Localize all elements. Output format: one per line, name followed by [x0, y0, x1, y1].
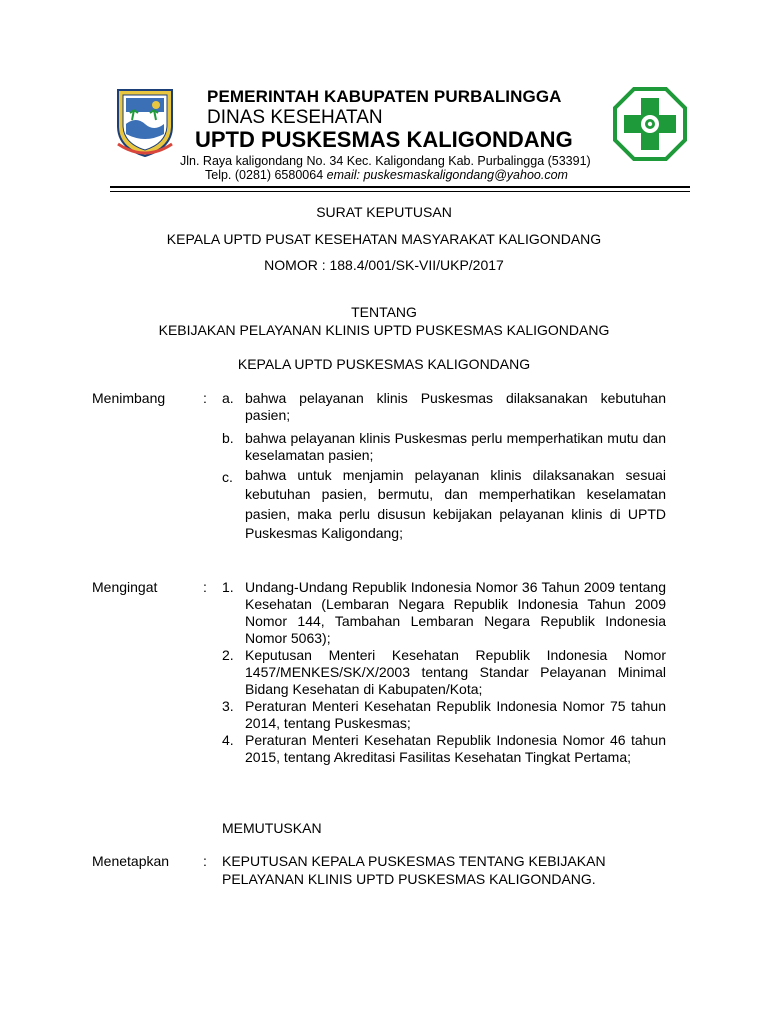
letterhead-department: DINAS KESEHATAN: [207, 107, 383, 128]
letterhead-email-label: email:: [326, 168, 360, 182]
puskesmas-green-cross-icon: [612, 86, 688, 162]
letterhead-phone: Telp. (0281) 6580064: [205, 168, 324, 182]
mengingat-colon: :: [203, 579, 207, 595]
menetapkan-line-2: PELAYANAN KLINIS UPTD PUSKESMAS KALIGONDANG.: [222, 871, 596, 887]
mengingat-item: Peraturan Menteri Kesehatan Republik Indonesia Nomor 46 tahun 2015, tentang Akreditasi Fasilitas Kesehatan Tingkat Pertama;: [245, 732, 666, 765]
letterhead-address: Jln. Raya kaligondang No. 34 Kec. Kaligondang Kab. Purbalingga (53391): [180, 154, 591, 168]
letterhead-rule-thick: [110, 186, 690, 188]
mengingat-marker: 2.: [222, 647, 234, 663]
purbalingga-regency-emblem-icon: [112, 86, 178, 158]
mengingat-label: Mengingat: [92, 579, 158, 595]
letterhead-government: PEMERINTAH KABUPATEN PURBALINGGA: [207, 87, 562, 106]
letterhead-rule-thin: [110, 191, 690, 192]
letterhead-contact: [205, 168, 568, 182]
letterhead-email: puskesmaskaligondang@yahoo.com: [363, 168, 568, 182]
menimbang-marker: c.: [222, 469, 233, 485]
mengingat-marker: 4.: [222, 732, 234, 748]
menimbang-marker: a.: [222, 390, 234, 406]
decree-number: NOMOR : 188.4/001/SK-VII/UKP/2017: [264, 257, 504, 273]
menimbang-colon: :: [203, 390, 207, 406]
menetapkan-line-1: KEPUTUSAN KEPALA PUSKESMAS TENTANG KEBIJAKAN: [222, 853, 606, 869]
mengingat-item: Peraturan Menteri Kesehatan Republik Indonesia Nomor 75 tahun 2014, tentang Puskesmas;: [245, 698, 666, 731]
menetapkan-label: Menetapkan: [92, 853, 170, 869]
memutuskan-heading: MEMUTUSKAN: [222, 820, 322, 836]
letterhead-unit: UPTD PUSKESMAS KALIGONDANG: [195, 127, 573, 152]
mengingat-marker: 3.: [222, 698, 234, 714]
mengingat-item: Undang-Undang Republik Indonesia Nomor 36 Tahun 2009 tentang Kesehatan (Lembaran Negara Republik Indonesia Tahun 2009 Nomor 144, Tambahan Lembaran Negara Republik Indonesia Nomor 5063);: [245, 579, 666, 646]
menetapkan-colon: :: [203, 853, 207, 869]
menimbang-item: bahwa pelayanan klinis Puskesmas dilaksanakan kebutuhan pasien;: [245, 390, 666, 423]
decree-title: SURAT KEPUTUSAN: [316, 204, 452, 220]
decree-authority: KEPALA UPTD PUSAT KESEHATAN MASYARAKAT KALIGONDANG: [166, 231, 602, 247]
menimbang-marker: b.: [222, 430, 234, 446]
menimbang-item: bahwa untuk menjamin pelayanan klinis dilaksanakan sesuai kebutuhan pasien, bermutu, dan memperhatikan keselamatan pasien, maka perlu disusun kebijakan pelayanan klinis di UPTD Puskesmas Kaligondang;: [245, 467, 666, 541]
mengingat-item: Keputusan Menteri Kesehatan Republik Indonesia Nomor 1457/MENKES/SK/X/2003 tentang Standar Pelayanan Minimal Bidang Kesehatan di Kabupaten/Kota;: [245, 647, 666, 697]
menimbang-label: Menimbang: [92, 390, 166, 406]
menimbang-item: bahwa pelayanan klinis Puskesmas perlu memperhatikan mutu dan keselamatan pasien;: [245, 430, 666, 463]
decree-about-label: TENTANG: [351, 304, 417, 320]
decree-about: KEBIJAKAN PELAYANAN KLINIS UPTD PUSKESMAS KALIGONDANG: [158, 322, 610, 338]
signatory-heading: KEPALA UPTD PUSKESMAS KALIGONDANG: [237, 356, 531, 372]
mengingat-marker: 1.: [222, 579, 234, 595]
